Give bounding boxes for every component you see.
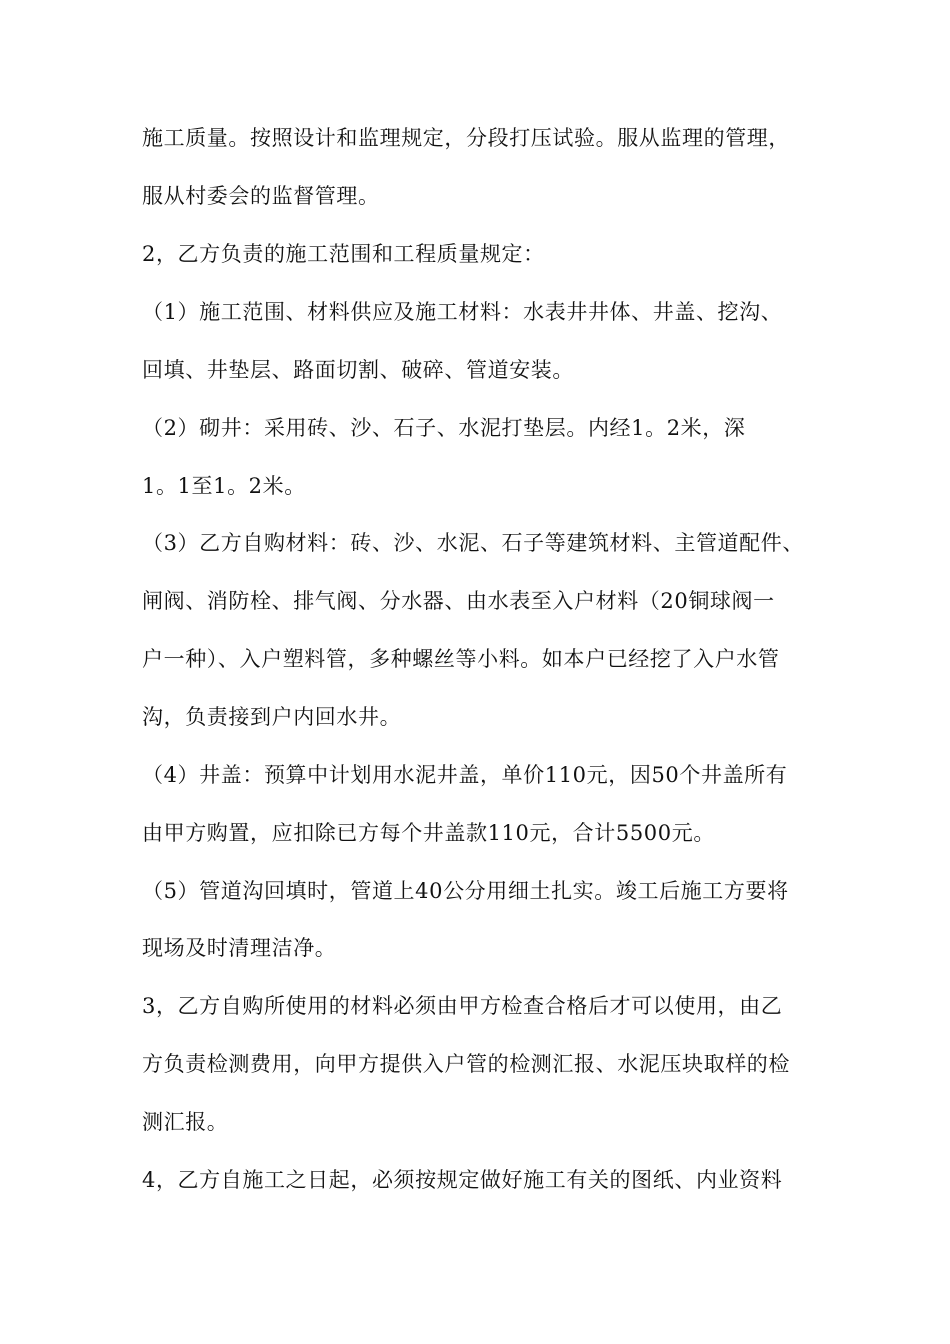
text-line-10: 户一种）、入户塑料管，多种螺丝等小料。如本户已经挖了入户水管 xyxy=(142,647,780,671)
text-line-8: （3）乙方自购材料：砖、沙、水泥、石子等建筑材料、主管道配件、 xyxy=(142,531,804,555)
text-line-4: （1）施工范围、材料供应及施工材料：水表井井体、井盖、挖沟、 xyxy=(142,300,783,324)
text-line-18: 测汇报。 xyxy=(142,1110,229,1134)
text-line-17: 方负责检测费用，向甲方提供入户管的检测汇报、水泥压块取样的检 xyxy=(142,1052,790,1076)
text-line-15: 现场及时清理洁净。 xyxy=(142,936,337,960)
text-line-3: 2，乙方负责的施工范围和工程质量规定： xyxy=(142,242,545,266)
text-line-2: 服从村委会的监督管理。 xyxy=(142,184,380,208)
text-line-12: （4）井盖：预算中计划用水泥井盖，单价110元，因50个井盖所有 xyxy=(142,763,788,787)
text-line-11: 沟，负责接到户内回水井。 xyxy=(142,705,402,729)
text-line-13: 由甲方购置，应扣除已方每个井盖款110元，合计5500元。 xyxy=(142,821,715,845)
text-line-7: 1。1至1。2米。 xyxy=(142,474,306,498)
text-line-5: 回填、井垫层、路面切割、破碎、管道安装。 xyxy=(142,358,574,382)
text-line-19: 4，乙方自施工之日起，必须按规定做好施工有关的图纸、内业资料 xyxy=(142,1168,783,1192)
text-line-9: 闸阀、消防栓、排气阀、分水器、由水表至入户材料（20铜球阀一 xyxy=(142,589,775,613)
text-line-1: 施工质量。按照设计和监理规定，分段打压试验。服从监理的管理， xyxy=(142,126,790,150)
text-line-6: （2）砌井：采用砖、沙、石子、水泥打垫层。内经1。2米，深 xyxy=(142,416,746,440)
text-line-14: （5）管道沟回填时，管道上40公分用细土扎实。竣工后施工方要将 xyxy=(142,879,789,903)
text-line-16: 3，乙方自购所使用的材料必须由甲方检查合格后才可以使用，由乙 xyxy=(142,994,783,1018)
